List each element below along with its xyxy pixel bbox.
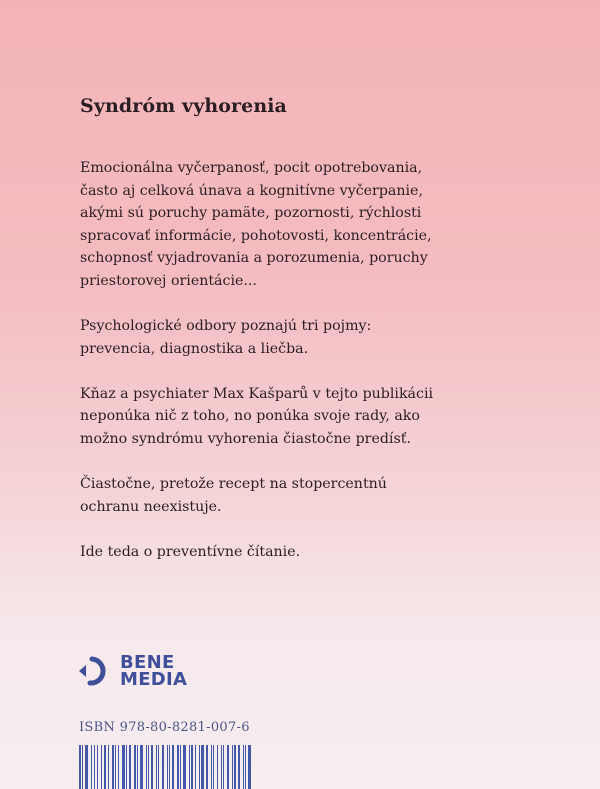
barcode-bar — [97, 745, 98, 789]
text-line: ochranu neexistuje. — [80, 498, 222, 515]
barcode-bar — [126, 745, 127, 789]
barcode-bar — [115, 745, 116, 789]
barcode-bar — [223, 745, 225, 789]
barcode-bar — [213, 745, 215, 789]
barcode-bar — [189, 745, 190, 789]
barcode-bar — [162, 745, 165, 789]
barcode-bar — [118, 745, 119, 789]
barcode-bar — [177, 745, 179, 789]
isbn: ISBN 978-80-8281-007-6 — [79, 720, 250, 735]
barcode-bar — [129, 745, 131, 789]
barcode-bar — [94, 745, 95, 789]
barcode-bar — [227, 745, 230, 789]
paragraph — [80, 541, 550, 564]
barcode-bar — [156, 745, 157, 789]
barcode-bar — [122, 745, 125, 789]
barcode-bar — [82, 745, 83, 789]
paragraph — [80, 383, 550, 451]
barcode-bar — [243, 745, 244, 789]
barcode-bar — [221, 745, 222, 789]
paragraph — [80, 157, 550, 293]
publisher-name-line2: MEDIA — [120, 669, 188, 690]
barcode-bar — [137, 745, 138, 789]
text-line: možno syndrómu vyhorenia čiastočne predísť. — [80, 430, 411, 447]
barcode-bar — [148, 745, 149, 789]
barcode-bar — [146, 745, 147, 789]
text-line: prevencia, diagnostika a liečba. — [80, 340, 309, 357]
barcode-bar — [201, 745, 204, 789]
barcode-bar — [195, 745, 196, 789]
barcode-bar — [217, 745, 218, 789]
barcode — [79, 745, 254, 789]
paragraph — [80, 473, 550, 518]
book-title: Syndróm vyhorenia — [80, 95, 287, 117]
barcode-bar — [211, 745, 212, 789]
text-line: Čiastočne, pretože recept na stopercentnú — [80, 476, 387, 493]
text-line: priestorovej orientácie... — [80, 272, 257, 289]
barcode-bar — [158, 745, 160, 789]
barcode-bar — [101, 745, 103, 789]
barcode-bar — [238, 745, 240, 789]
text-line: Emocionálna vyčerpanosť, pocit opotrebovania, — [80, 160, 423, 176]
text-line: Kňaz a psychiater Max Kašparů v tejto publikácii — [80, 385, 434, 402]
barcode-bar — [140, 745, 143, 789]
barcode-bar — [108, 745, 109, 789]
barcode-bar — [245, 745, 246, 789]
barcode-bar — [191, 745, 193, 789]
barcode-bar — [104, 745, 107, 789]
barcode-bar — [172, 745, 174, 789]
text-line: často aj celková únava a kognitívne vyčerpanie, — [80, 182, 423, 199]
barcode-bar — [248, 745, 251, 789]
barcode-bar — [134, 745, 136, 789]
blurb — [80, 157, 550, 586]
barcode-bar — [234, 745, 236, 789]
text-line: schopnosť vyjadrovania a porozumenia, poruchy — [80, 250, 428, 267]
paragraph — [80, 315, 550, 360]
barcode-bar — [206, 745, 208, 789]
bene-media-logo-icon — [78, 654, 114, 688]
barcode-bar — [79, 745, 81, 789]
text-line: spracovať informácie, pohotovosti, koncentrácie, — [80, 227, 432, 244]
barcode-bar — [169, 745, 170, 789]
barcode-bar — [232, 745, 233, 789]
text-line: neponúka nič z toho, no ponúka svoje rady, ako — [80, 408, 420, 425]
barcode-bar — [112, 745, 114, 789]
barcode-bar — [167, 745, 168, 789]
publisher-name-line1: BENE — [120, 652, 175, 673]
barcode-bar — [151, 745, 153, 789]
text-line: akými sú poruchy pamäte, pozornosti, rýchlosti — [80, 205, 422, 222]
publisher-logo — [78, 654, 187, 688]
text-line: Psychologické odbory poznajú tri pojmy: — [80, 318, 372, 335]
barcode-bar — [85, 745, 88, 789]
barcode-bar — [180, 745, 181, 789]
publisher-name — [120, 654, 187, 688]
barcode-bar — [91, 745, 93, 789]
text-line: Ide teda o preventívne čítanie. — [80, 543, 301, 560]
barcode-bar — [199, 745, 200, 789]
barcode-bar — [183, 745, 186, 789]
